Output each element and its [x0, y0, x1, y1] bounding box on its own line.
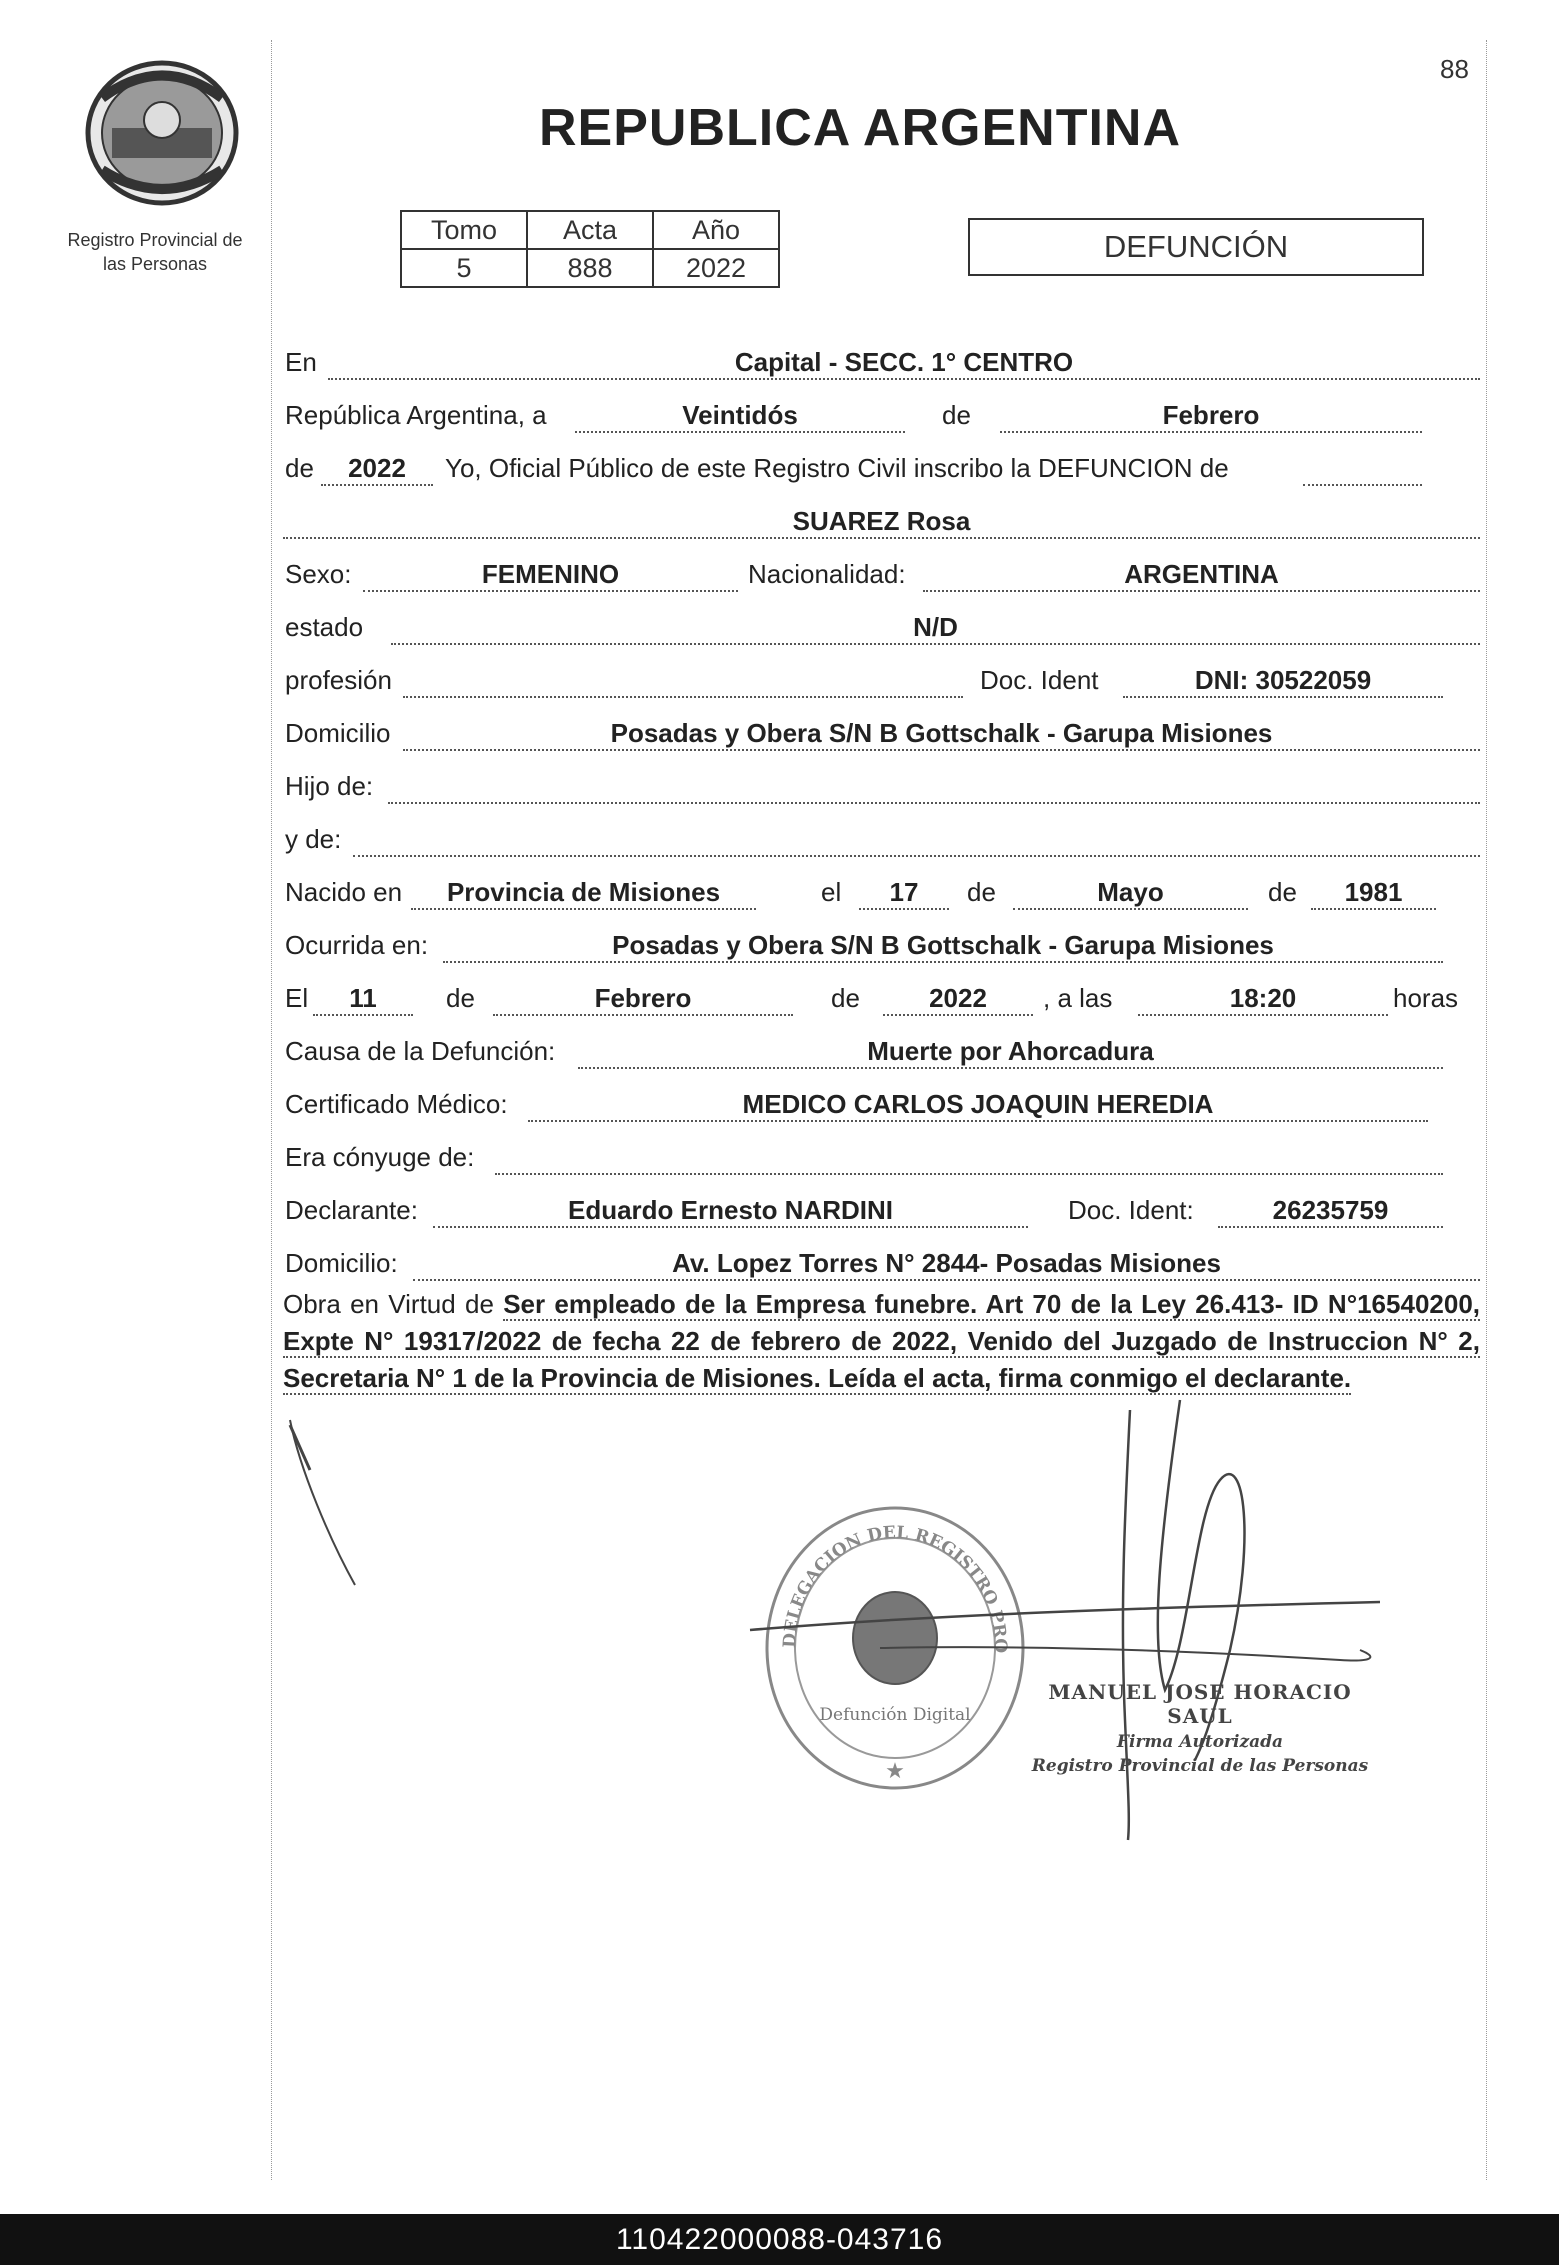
org-label-line2: las Personas — [102, 254, 208, 274]
estado-value: N/D — [391, 611, 1480, 645]
declarante-label: Declarante: — [285, 1195, 418, 1225]
certificado-value: MEDICO CARLOS JOAQUIN HEREDIA — [528, 1088, 1428, 1122]
signatory-org: Registro Provincial de las Personas — [1031, 1756, 1369, 1776]
document-id-bar: 110422000088-043716 — [0, 2214, 1559, 2265]
org-label — [40, 228, 270, 276]
line-hijo — [283, 764, 1480, 806]
causa-value: Muerte por Ahorcadura — [578, 1035, 1443, 1069]
birth-month: Mayo — [1013, 876, 1248, 910]
de-label-6: de — [831, 983, 860, 1013]
deceased-name: SUAREZ Rosa — [283, 505, 1480, 539]
signature-block — [1020, 1680, 1380, 1776]
right-margin-line — [1486, 40, 1487, 2180]
stamp-ring-text: DELEGACION DEL REGISTRO PRO — [779, 1522, 1011, 1654]
ocurrida-label: Ocurrida en: — [285, 930, 429, 960]
birth-day: 17 — [859, 876, 949, 910]
signatory-role: Firma Autorizada — [1116, 1732, 1284, 1752]
hijo-label: Hijo de: — [285, 771, 374, 801]
de-label-3: de — [967, 877, 996, 907]
day-value: Veintidós — [575, 399, 905, 433]
en-value: Capital - SECC. 1° CENTRO — [328, 346, 1480, 380]
anio-value: 2022 — [653, 249, 779, 287]
docident-value: DNI: 30522059 — [1123, 664, 1443, 698]
registry-header-row — [401, 211, 779, 249]
handwritten-signature — [280, 1390, 1480, 1850]
sexo-value: FEMENINO — [363, 558, 738, 592]
conyuge-label: Era cónyuge de: — [285, 1142, 475, 1172]
de-label-2: de — [285, 453, 314, 483]
provincial-seal-emblem — [82, 58, 242, 208]
birth-year: 1981 — [1311, 876, 1436, 910]
declarante-value: Eduardo Ernesto NARDINI — [433, 1194, 1028, 1228]
obra-label: Obra en Virtud de — [283, 1289, 494, 1319]
domicilio-label: Domicilio — [285, 718, 391, 748]
line-date — [283, 393, 1480, 435]
yde-label: y de: — [285, 824, 342, 854]
el2-label: El — [285, 983, 309, 1013]
acta-value: 888 — [527, 249, 653, 287]
estado-label: estado — [285, 612, 364, 642]
anio-header: Año — [653, 211, 779, 249]
statement-text: Yo, Oficial Público de este Registro Civil inscribo la DEFUNCION de — [445, 453, 1229, 483]
line-estado — [283, 605, 1480, 647]
tomo-header: Tomo — [401, 211, 527, 249]
ocurrida-value: Posadas y Obera S/N B Gottschalk - Garupa Misiones — [443, 929, 1443, 963]
horas-label: horas — [1393, 983, 1459, 1013]
death-month: Febrero — [493, 982, 793, 1016]
death-time: 18:20 — [1138, 982, 1388, 1016]
conyuge-value — [495, 1141, 1443, 1175]
line-conyuge — [283, 1135, 1480, 1177]
nacido-label: Nacido en — [285, 877, 403, 907]
line-sexo — [283, 552, 1480, 594]
line-certificado — [283, 1082, 1480, 1124]
certificado-label: Certificado Médico: — [285, 1089, 508, 1119]
line-decl-domicilio — [283, 1241, 1480, 1283]
signatory-name: MANUEL JOSE HORACIO SAUL — [1048, 1680, 1352, 1728]
year-value: 2022 — [321, 452, 433, 486]
decl-dom-label: Domicilio: — [285, 1248, 398, 1278]
death-day: 11 — [313, 982, 413, 1016]
profesion-label: profesión — [285, 665, 392, 695]
republica-label: República Argentina, a — [285, 400, 547, 430]
line-nacido — [283, 870, 1480, 912]
en-label: En — [285, 347, 317, 377]
docident-label: Doc. Ident — [980, 665, 1099, 695]
nacido-value: Provincia de Misiones — [411, 876, 756, 910]
nacionalidad-label: Nacionalidad: — [748, 559, 906, 589]
causa-label: Causa de la Defunción: — [285, 1036, 556, 1066]
line-name — [283, 499, 1480, 541]
line-death-date — [283, 976, 1480, 1018]
line-profesion — [283, 658, 1480, 700]
line-yde — [283, 817, 1480, 859]
stamp-inner-text: Defunción Digital — [819, 1705, 971, 1725]
org-label-line1: Registro Provincial de — [67, 230, 243, 250]
tomo-value: 5 — [401, 249, 527, 287]
de-label-1: de — [942, 400, 971, 430]
left-margin-line — [271, 40, 272, 2180]
acta-header: Acta — [527, 211, 653, 249]
nacionalidad-value: ARGENTINA — [923, 558, 1480, 592]
statement-blank — [1303, 452, 1422, 486]
line-ocurrida — [283, 923, 1480, 965]
line-statement — [283, 446, 1480, 488]
registry-table — [400, 210, 780, 288]
decl-doc-label: Doc. Ident: — [1068, 1195, 1194, 1225]
obra-text: Ser empleado de la Empresa funebre. Art 70 de la Ley 26.413- ID N°16540200, Expte N° 19317/2022 de fecha 22 de febrero de 2022, Venido del Juzgado de Instruccion N° 2, Secretaria N° 1 de la Provincia de Misiones. Leída el acta, firma conmigo el declarante. — [283, 1289, 1481, 1393]
line-domicilio — [283, 711, 1480, 753]
decl-dom-value: Av. Lopez Torres N° 2844- Posadas Misiones — [413, 1247, 1480, 1281]
de-label-4: de — [1268, 877, 1297, 907]
month-value: Febrero — [1000, 399, 1422, 433]
registry-value-row — [401, 249, 779, 287]
stamp-star-icon: ★ — [885, 1758, 905, 1783]
line-declarante — [283, 1188, 1480, 1230]
obra-paragraph — [283, 1286, 1480, 1397]
alas-label: , a las — [1043, 983, 1113, 1013]
death-year: 2022 — [883, 982, 1033, 1016]
hijo-value — [388, 770, 1480, 804]
record-type-box: DEFUNCIÓN — [968, 218, 1424, 276]
de-label-5: de — [446, 983, 475, 1013]
el-label: el — [821, 877, 842, 907]
line-causa — [283, 1029, 1480, 1071]
domicilio-value: Posadas y Obera S/N B Gottschalk - Garupa Misiones — [403, 717, 1480, 751]
page-title: REPUBLICA ARGENTINA — [538, 99, 1182, 157]
line-en — [283, 340, 1480, 382]
decl-doc-value: 26235759 — [1218, 1194, 1443, 1228]
sexo-label: Sexo: — [285, 559, 352, 589]
profesion-value — [403, 664, 963, 698]
page-number: 88 — [1440, 54, 1469, 84]
yde-value — [353, 823, 1480, 857]
